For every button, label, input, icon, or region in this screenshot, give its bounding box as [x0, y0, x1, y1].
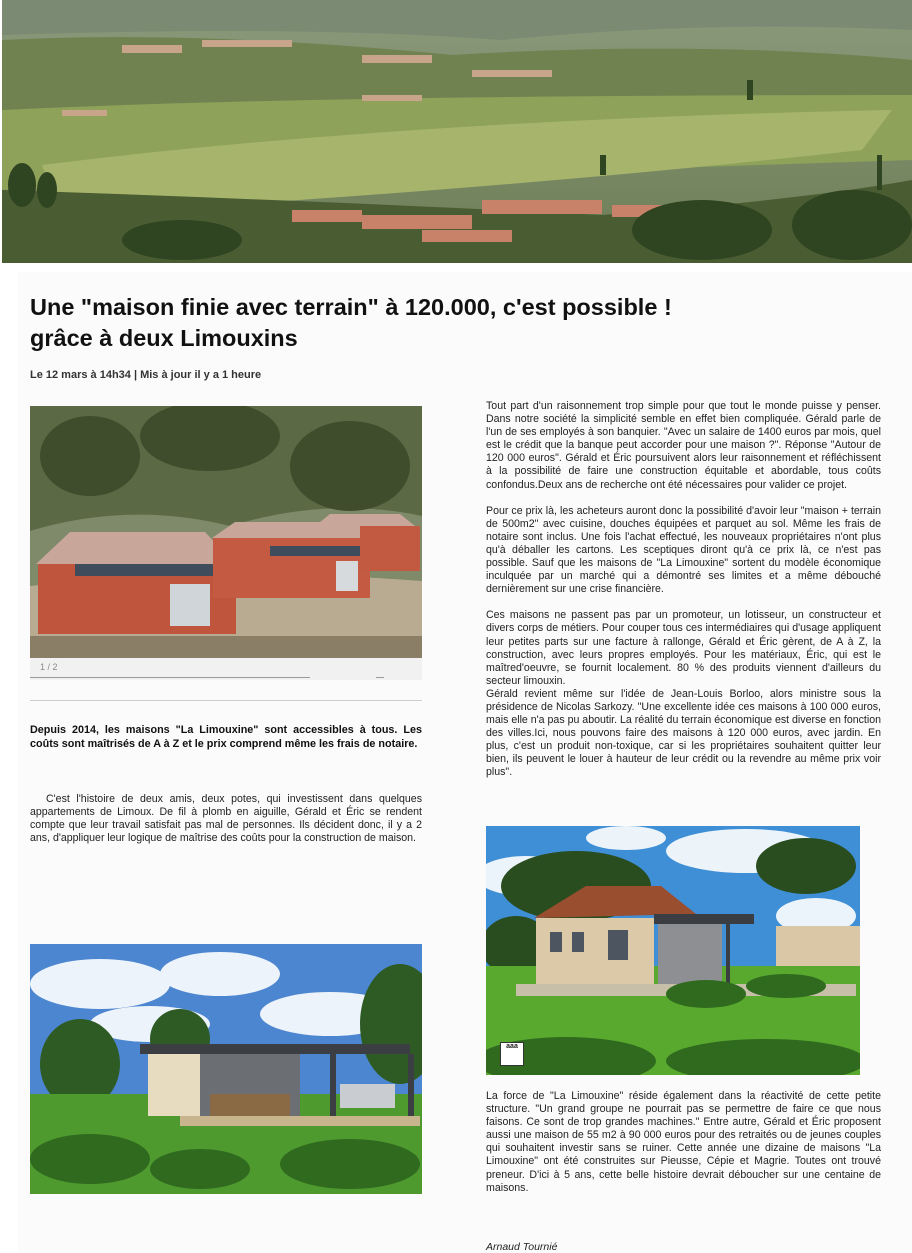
hero-landscape-photo — [2, 0, 912, 263]
article-title-line-1: Une "maison finie avec terrain" à 120.000, c'est possible ! — [30, 294, 672, 320]
render-logo: aaa — [500, 1042, 524, 1066]
slideshow-progress-line — [30, 677, 310, 678]
body-paragraph-3: Ces maisons ne passent pas par un promoteur, un lotisseur, un constructeur et divers corps de métiers. Pour couper tous ces intermédiaires qui d'usage appliquent leur petites parts sur une facture à rallonge, Gérald et Éric gèrent, de A à Z, la construction, avec leurs propres employés. Pour les matériaux, Éric, qui est le maîtred'oeuvre, se fournit localement. 80 % des produits viennent d'ailleurs du secteur limouxin. — [486, 609, 881, 687]
article-lead: Depuis 2014, les maisons "La Limouxine" sont accessibles à tous. Les coûts sont maîtrisés de A à Z et le prix comprend même les frais de notaire. — [30, 724, 422, 750]
article-author: Arnaud Tournié — [486, 1241, 558, 1253]
article-title-line-2: grâce à deux Limouxins — [30, 325, 298, 351]
intro-paragraph: C'est l'histoire de deux amis, deux potes, qui investissent dans quelques appartements de Limoux. De fil à plomb en aiguille, Gérald et Éric se rendent compte que leur travail satisfait pas mal de personnes. Ils décident donc, il y a 2 ans, d'appliquer leur logique de maîtrise des coûts pour la construction de maison. — [30, 793, 422, 845]
slideshow-indicator[interactable] — [376, 677, 384, 678]
body-paragraph-1: Tout part d'un raisonnement trop simple pour que tout le monde puisse y penser. Dans notre société la simplicité semble en effet bien compliquée. Gérald parle de l'un de ses employés à son banquier. "Avec un salaire de 1400 euros par mois, quel est le crédit que la banque peut accorder pour une maison ?". Réponse "Autour de 120 000 euros". Gérald et Éric poursuivent alors leur raisonnement et réfléchissent à la possibilité de faire une construction équitable et abordable, tous coûts confondus.Deux ans de recherche ont été nécessaires pour valider ce projet. — [486, 400, 881, 491]
article-intro — [30, 793, 422, 845]
article-meta: Le 12 mars à 14h34 | Mis à jour il y a 1 heure — [30, 369, 262, 381]
body-paragraph-4: Gérald revient même sur l'idée de Jean-Louis Borloo, alors ministre sous la présidence de Nicolas Sarkozy. "Une excellente idée ces maisons à 100 000 euros, mais elle n'a pas pu aboutir. La réalité du terrain économique est diverse en fonction des villes.Ici, nous pouvons faire des maisons à 120 000 euros, avec jardin. En plus, c'est un produit non-toxique, car si les propriétaires souhaitent quitter leur bien, ils peuvent le louer à hauteur de leur crédit ou la revendre au même prix voir plus". — [486, 687, 881, 779]
body-paragraph-2: Pour ce prix là, les acheteurs auront donc la possibilité d'avoir leur "maison + terrain de 500m2" avec cuisine, douches équipées et parquet au sol. Même les frais de notaire sont inclus. Une fois l'achat effectué, les nouveaux propriétaires n'ont plus qu'à déballer les cartons. Les sceptiques diront qu'à ce prix là, ce n'est pas possible. Sauf que les maisons de "La Limouxine" sortent du modèle économique inculquée par un marché qui a démontré ses limites et a même débouché dernièrement sur une crise financière. — [486, 504, 881, 596]
house-render-photo-2 — [486, 826, 860, 1075]
slideshow-counter: 1 / 2 — [40, 662, 58, 672]
body-paragraph-5: La force de "La Limouxine" réside également dans la réactivité de cette petite structure. "Un grand groupe ne pourrait pas se permettre de faire ce que nous faisons. Ce sont de trop grandes machines." Entre autre, Gérald et Éric proposent aussi une maison de 55 m2 à 90 000 euros pour des retraités ou de jeunes couples qui souhaitent investir sans se ruiner. Cette année une dizaine de maisons "La Limouxine" ont été construites sur Pieusse, Cépie et Magrie. Toutes ont trouvé preneur. D'ici à 5 ans, cette belle histoire devrait déboucher sur une centaine de maisons. — [486, 1090, 881, 1194]
article-closing — [486, 1090, 881, 1195]
slideshow-photo-houses[interactable] — [30, 406, 422, 658]
divider — [30, 700, 422, 701]
article-body-column — [486, 400, 881, 780]
house-render-photo — [30, 944, 422, 1194]
article-title — [30, 292, 790, 354]
